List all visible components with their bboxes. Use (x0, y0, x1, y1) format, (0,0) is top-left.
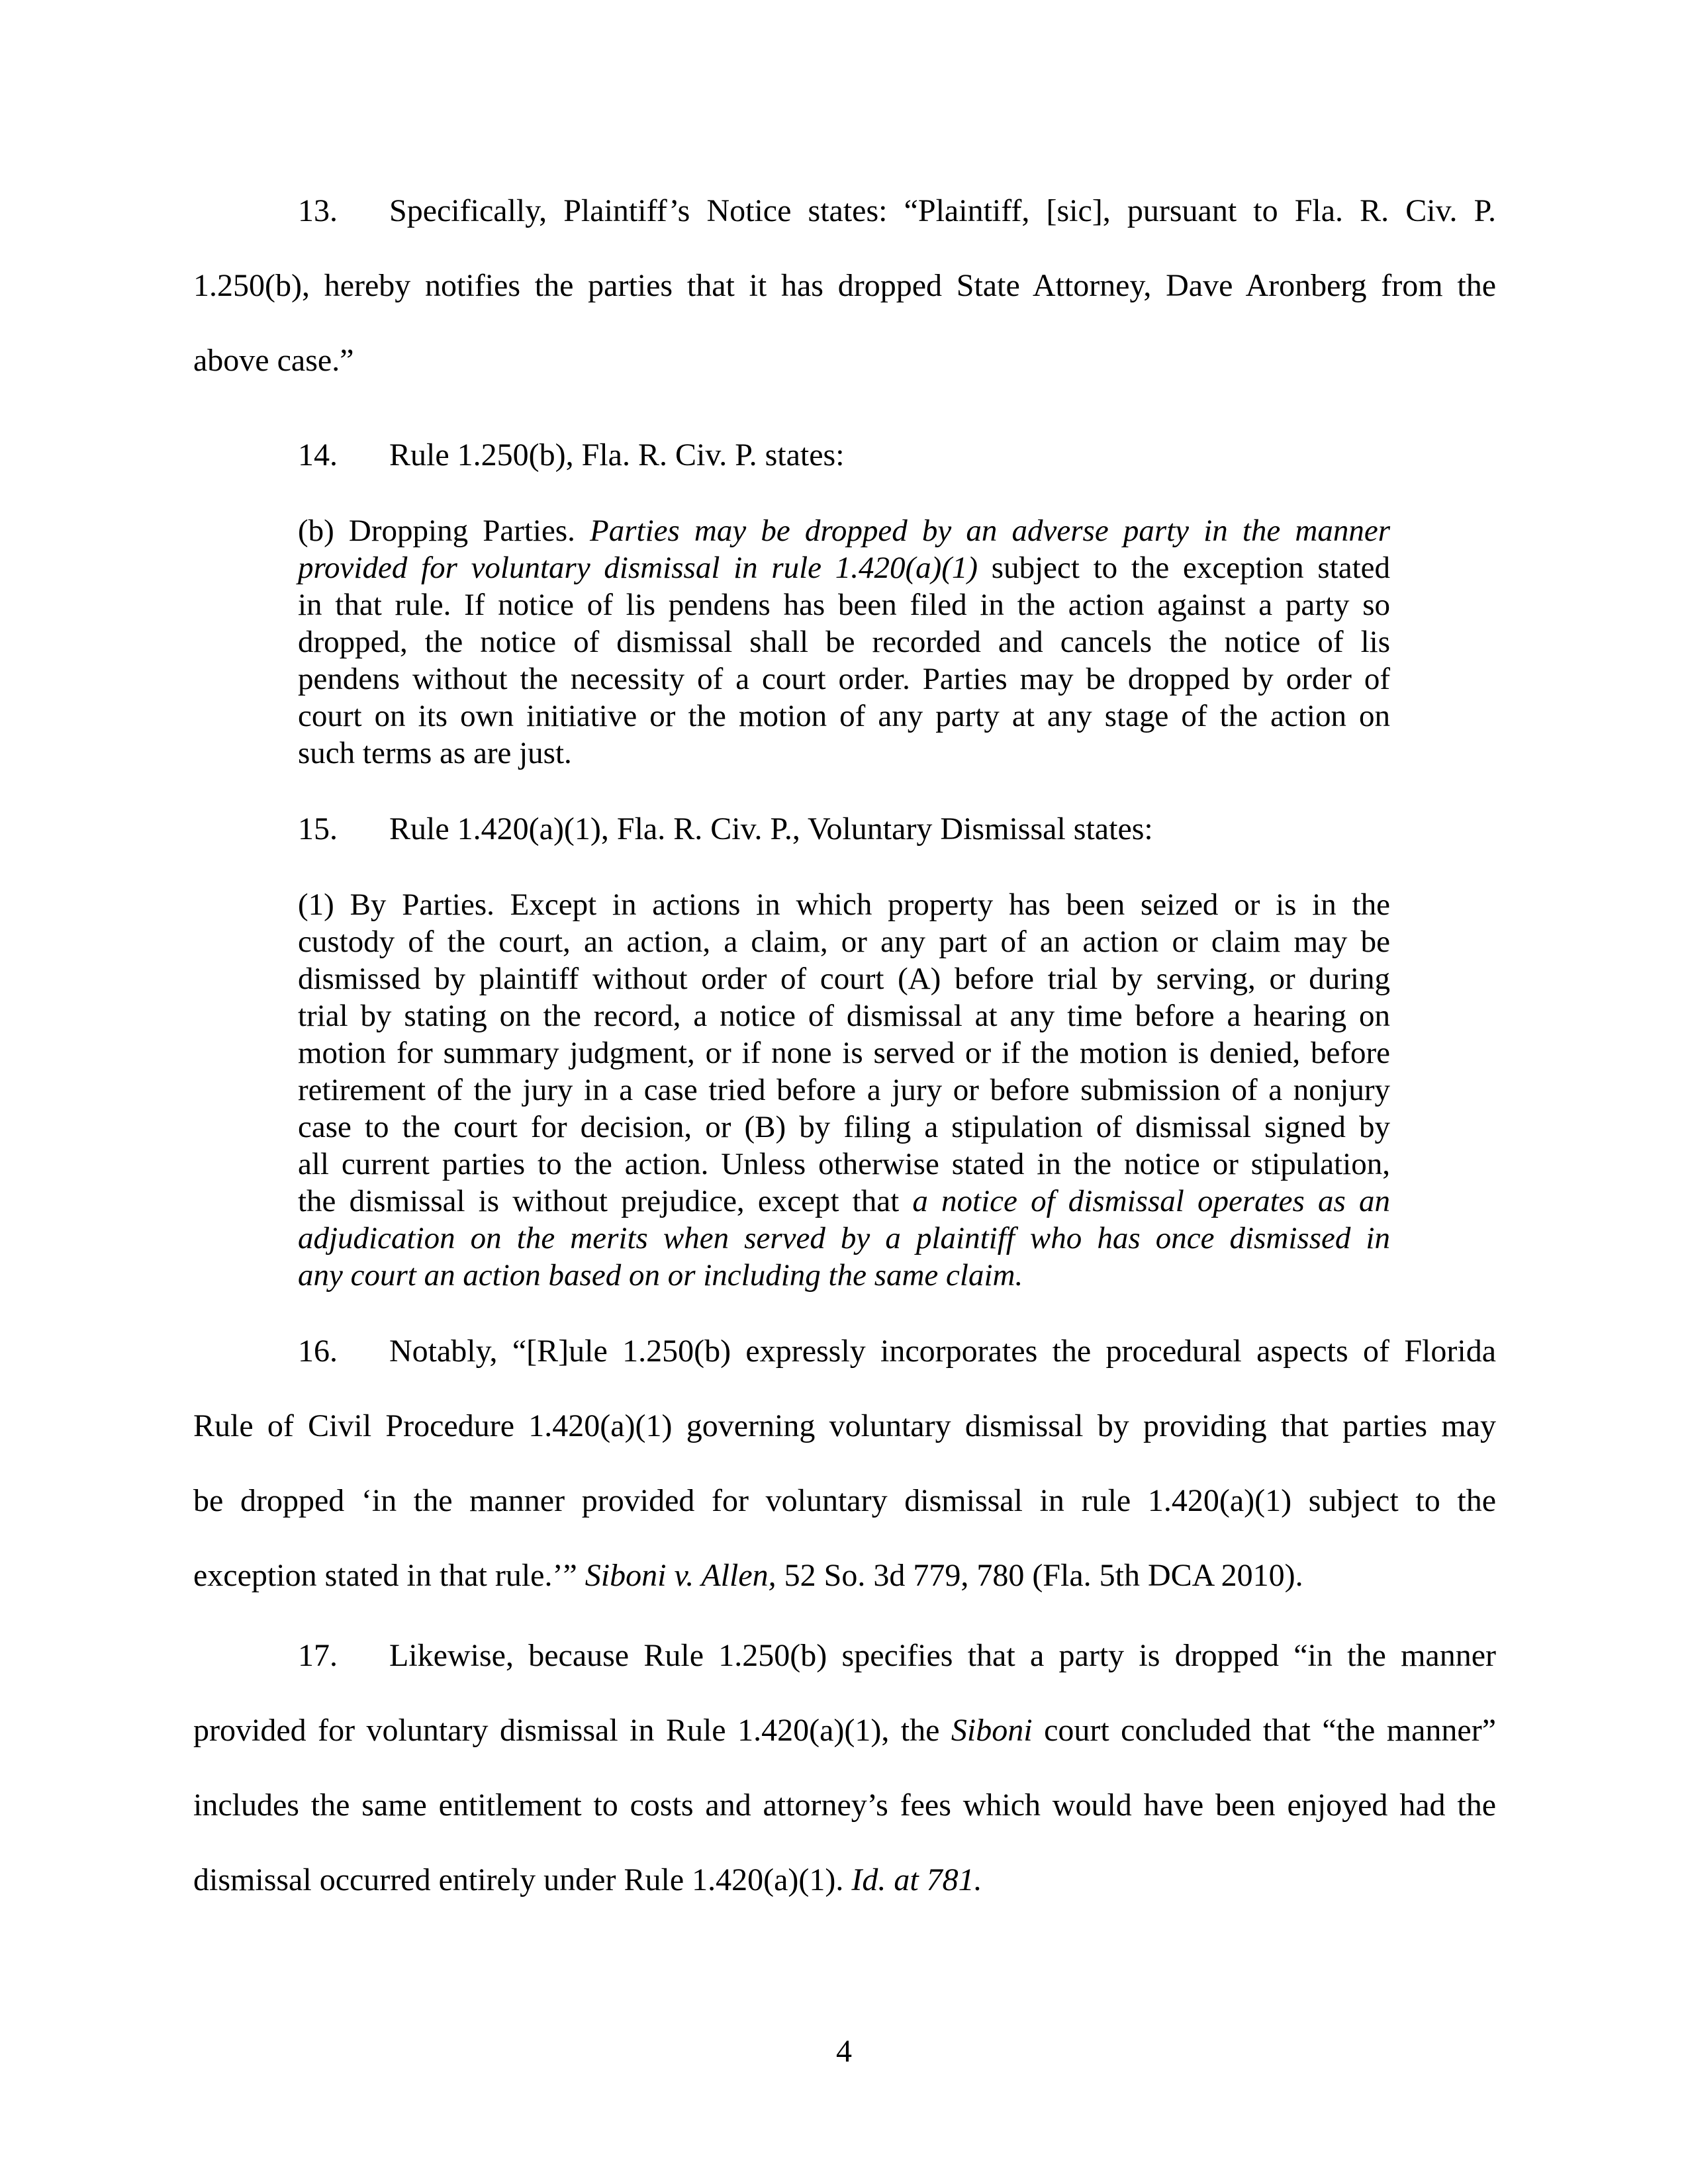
italic-text-segment: adjudication on the merits when served by a plaintiff who has once dismissed in (298, 1221, 1390, 1255)
document-body (193, 173, 1496, 1917)
text-segment: motion for summary judgment, or if none is served or if the motion is denied, before (298, 1036, 1390, 1070)
text-segment: dropped, the notice of dismissal shall be recorded and cancels the notice of lis (298, 625, 1390, 659)
text-segment: court concluded that “the manner” (1032, 1713, 1496, 1748)
text-line (298, 512, 1390, 549)
text-line (193, 248, 1496, 323)
text-segment: court on its own initiative or the motion of any party at any stage of the action on (298, 699, 1390, 733)
text-segment: Specifically, Plaintiff’s Notice states: “Plaintiff, [sic], pursuant to Fla. R. Civ. P. (389, 193, 1496, 228)
text-line (193, 1768, 1496, 1843)
text-line (193, 1463, 1496, 1538)
italic-text-segment: a notice of dismissal operates as an (912, 1184, 1390, 1218)
text-line (298, 735, 1390, 772)
italic-text-segment: any court an action based on or including the same claim. (298, 1258, 1023, 1293)
paragraph-14 (193, 418, 1496, 492)
text-line (193, 1618, 1496, 1693)
text-segment: Likewise, because Rule 1.250(b) specifies that a party is dropped “in the manner (389, 1638, 1496, 1673)
text-line (193, 173, 1496, 248)
text-line (298, 586, 1390, 623)
text-segment: be dropped ‘in the manner provided for voluntary dismissal in rule 1.420(a)(1) subject to the (193, 1483, 1496, 1518)
text-segment: Notably, “[R]ule 1.250(b) expressly incorporates the procedural aspects of Florida (389, 1334, 1496, 1369)
text-segment: custody of the court, an action, a claim, or any part of an action or claim may be (298, 925, 1390, 959)
text-line (298, 1034, 1390, 1071)
rule-1250b-blockquote (298, 512, 1390, 772)
text-line (193, 323, 1496, 398)
text-segment: 1.250(b), hereby notifies the parties that it has dropped State Attorney, Dave Aronberg from the (193, 268, 1496, 303)
text-segment: (b) Dropping Parties. (298, 514, 590, 548)
text-line (298, 623, 1390, 660)
text-line (298, 1183, 1390, 1220)
text-segment: provided for voluntary dismissal in Rule 1.420(a)(1), the (193, 1713, 951, 1748)
text-segment: Rule 1.250(b), Fla. R. Civ. P. states: (389, 437, 845, 473)
text-segment: trial by stating on the record, a notice of dismissal at any time before a hearing on (298, 999, 1390, 1033)
text-line (298, 1220, 1390, 1257)
text-segment: exception stated in that rule.’” (193, 1558, 585, 1593)
italic-text-segment: Id. at 781. (851, 1862, 982, 1897)
text-segment: Rule 1.420(a)(1), Fla. R. Civ. P., Voluntary Dismissal states: (389, 811, 1153, 846)
text-line (193, 1388, 1496, 1463)
italic-text-segment: Siboni v. Allen, (585, 1558, 776, 1593)
paragraph-13 (193, 173, 1496, 398)
text-line (298, 923, 1390, 960)
text-line (193, 1843, 1496, 1917)
text-segment: 15. (298, 811, 338, 846)
text-segment: dismissal occurred entirely under Rule 1.420(a)(1). (193, 1862, 852, 1897)
text-segment: in that rule. If notice of lis pendens has been filed in the action against a party so (298, 588, 1390, 622)
text-segment: pendens without the necessity of a court order. Parties may be dropped by order of (298, 662, 1390, 696)
text-line (298, 1071, 1390, 1109)
text-line (193, 792, 1496, 866)
text-segment: 13. (298, 193, 338, 228)
text-line (298, 1146, 1390, 1183)
text-segment: 16. (298, 1334, 338, 1369)
text-segment: retirement of the jury in a case tried before a jury or before submission of a nonjury (298, 1073, 1390, 1107)
text-line (298, 1109, 1390, 1146)
text-line (298, 549, 1390, 586)
text-line (298, 886, 1390, 923)
text-line (298, 698, 1390, 735)
text-segment: all current parties to the action. Unless otherwise stated in the notice or stipulation, (298, 1147, 1390, 1181)
text-segment: above case.” (193, 343, 354, 378)
text-segment: 17. (298, 1638, 338, 1673)
text-segment: such terms as are just. (298, 736, 572, 770)
text-line (193, 1693, 1496, 1768)
text-segment: dismissed by plaintiff without order of court (A) before trial by serving, or during (298, 962, 1390, 996)
text-segment: 14. (298, 437, 338, 473)
text-segment: includes the same entitlement to costs and attorney’s fees which would have been enjoyed had the (193, 1788, 1496, 1823)
text-segment: 52 So. 3d 779, 780 (Fla. 5th DCA 2010). (776, 1558, 1303, 1593)
text-segment: case to the court for decision, or (B) by filing a stipulation of dismissal signed by (298, 1110, 1390, 1144)
text-line (298, 660, 1390, 698)
paragraph-15 (193, 792, 1496, 866)
text-line (298, 960, 1390, 997)
text-line (193, 1538, 1496, 1613)
page-number: 4 (836, 2034, 852, 2069)
paragraph-17 (193, 1618, 1496, 1917)
text-segment: subject to the exception stated (978, 551, 1390, 585)
italic-text-segment: Siboni (951, 1713, 1033, 1748)
paragraph-16 (193, 1314, 1496, 1613)
text-segment: (1) By Parties. Except in actions in which property has been seized or is in the (298, 887, 1390, 922)
text-segment: Rule of Civil Procedure 1.420(a)(1) governing voluntary dismissal by providing that parties may (193, 1408, 1496, 1443)
text-segment: the dismissal is without prejudice, except that (298, 1184, 913, 1218)
rule-1420a1-blockquote (298, 886, 1390, 1294)
text-line (298, 997, 1390, 1034)
text-line (298, 1257, 1390, 1294)
italic-text-segment: Parties may be dropped by an adverse party in the manner (590, 514, 1390, 548)
italic-text-segment: provided for voluntary dismissal in rule 1.420(a)(1) (298, 551, 978, 585)
text-line (193, 1314, 1496, 1388)
text-line (193, 418, 1496, 492)
